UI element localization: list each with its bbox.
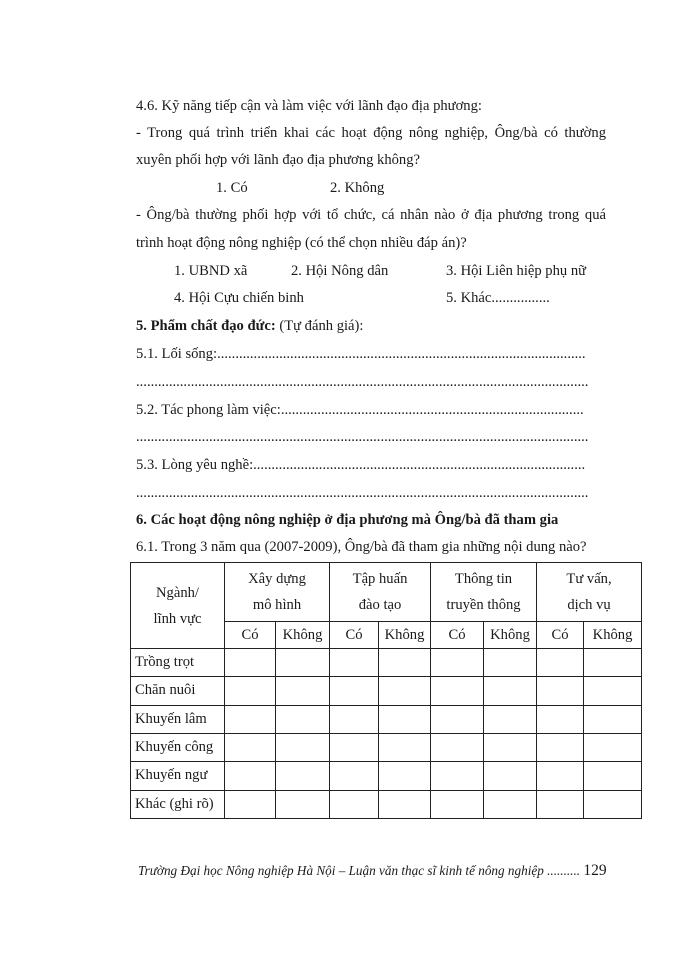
activities-table	[130, 562, 642, 819]
header-group-line2: mô hình	[252, 597, 302, 613]
item-5-2-continuation: ............................................................................................................................	[136, 429, 589, 445]
header-nganh-linh-vuc	[131, 563, 225, 649]
table-cell[interactable]	[379, 705, 431, 733]
question-4-6-1-line2: xuyên phối hợp với lãnh đạo địa phương không?	[136, 152, 420, 168]
table-cell[interactable]	[379, 649, 431, 677]
header-thong-tin-truyen-thong	[431, 563, 537, 622]
question-4-6-2-line2: trình hoạt động nông nghiệp (có thể chọn nhiều đáp án)?	[136, 235, 467, 251]
table-cell[interactable]	[537, 762, 584, 790]
row-label: Khuyến ngư	[131, 762, 225, 790]
subheader-khong: Không	[379, 622, 431, 649]
table-cell[interactable]	[484, 705, 537, 733]
row-label: Khuyến lâm	[131, 705, 225, 733]
row-label: Khác (ghi rõ)	[131, 790, 225, 818]
page-footer	[138, 862, 607, 880]
table-cell[interactable]	[330, 733, 379, 761]
table-cell[interactable]	[431, 762, 484, 790]
header-group-line1: Xây dựng	[248, 571, 306, 587]
table-cell[interactable]	[584, 649, 642, 677]
table-row	[131, 790, 642, 818]
table-cell[interactable]	[225, 733, 276, 761]
header-tap-huan-dao-tao	[330, 563, 431, 622]
table-cell[interactable]	[537, 733, 584, 761]
table-cell[interactable]	[584, 705, 642, 733]
option-hoi-lien-hiep-phu-nu: 3. Hội Liên hiệp phụ nữ	[446, 263, 587, 279]
item-5-1: 5.1. Lối sống:.....................................................................................................	[136, 346, 586, 362]
subheader-co: Có	[537, 622, 584, 649]
header-linh-vuc: lĩnh vực	[153, 610, 202, 627]
header-group-line2: truyền thông	[446, 597, 521, 613]
table-cell[interactable]	[379, 790, 431, 818]
subheader-khong: Không	[484, 622, 537, 649]
option-khac: 5. Khác................	[446, 290, 550, 306]
subheader-co: Có	[225, 622, 276, 649]
table-cell[interactable]	[537, 790, 584, 818]
row-label: Chăn nuôi	[131, 677, 225, 705]
table-cell[interactable]	[537, 649, 584, 677]
table-cell[interactable]	[484, 790, 537, 818]
subheader-co: Có	[330, 622, 379, 649]
subheader-co: Có	[431, 622, 484, 649]
table-cell[interactable]	[584, 790, 642, 818]
table-cell[interactable]	[584, 677, 642, 705]
table-cell[interactable]	[537, 677, 584, 705]
header-tu-van-dich-vu	[537, 563, 642, 622]
table-cell[interactable]	[276, 790, 330, 818]
header-group-line1: Tư vấn,	[566, 571, 612, 587]
table-row	[131, 733, 642, 761]
table-cell[interactable]	[484, 677, 537, 705]
heading-4-6: 4.6. Kỹ năng tiếp cận và làm việc với lãnh đạo địa phương:	[136, 98, 482, 114]
table-cell[interactable]	[276, 762, 330, 790]
heading-5-rest: (Tự đánh giá):	[275, 318, 364, 334]
subheader-khong: Không	[276, 622, 330, 649]
table-cell[interactable]	[431, 649, 484, 677]
table-cell[interactable]	[225, 790, 276, 818]
subheader-khong: Không	[584, 622, 642, 649]
item-5-2: 5.2. Tác phong làm việc:...................................................................................	[136, 402, 584, 418]
header-group-line2: đào tạo	[358, 597, 402, 613]
question-4-6-2-line1: - Ông/bà thường phối hợp với tổ chức, cá nhân nào ở địa phương trong quá	[136, 207, 606, 223]
table-cell[interactable]	[431, 790, 484, 818]
item-5-1-continuation: ............................................................................................................................	[136, 374, 589, 390]
table-cell[interactable]	[276, 677, 330, 705]
table-cell[interactable]	[584, 733, 642, 761]
question-6-1: 6.1. Trong 3 năm qua (2007-2009), Ông/bà đã tham gia những nội dung nào?	[136, 539, 587, 555]
table-cell[interactable]	[379, 733, 431, 761]
heading-6: 6. Các hoạt động nông nghiệp ở địa phương mà Ông/bà đã tham gia	[136, 512, 559, 528]
heading-5	[136, 318, 363, 335]
item-5-3: 5.3. Lòng yêu nghề:...........................................................................................	[136, 457, 586, 473]
table-cell[interactable]	[431, 677, 484, 705]
table-row	[131, 762, 642, 790]
header-group-line1: Thông tin	[454, 571, 513, 587]
table-cell[interactable]	[276, 649, 330, 677]
header-nganh: Ngành/	[156, 584, 199, 601]
table-cell[interactable]	[225, 762, 276, 790]
table-cell[interactable]	[537, 705, 584, 733]
table-cell[interactable]	[225, 649, 276, 677]
table-cell[interactable]	[379, 677, 431, 705]
question-4-6-1-line1: - Trong quá trình triển khai các hoạt động nông nghiệp, Ông/bà có thường	[136, 125, 606, 141]
table-cell[interactable]	[225, 677, 276, 705]
table-cell[interactable]	[484, 762, 537, 790]
table-cell[interactable]	[330, 705, 379, 733]
table-cell[interactable]	[276, 733, 330, 761]
option-ubnd-xa: 1. UBND xã	[174, 263, 248, 279]
page-number: 129	[583, 862, 607, 879]
heading-5-bold: 5. Phẩm chất đạo đức:	[136, 318, 276, 334]
item-5-3-continuation: ............................................................................................................................	[136, 485, 589, 501]
table-cell[interactable]	[330, 790, 379, 818]
option-hoi-cuu-chien-binh: 4. Hội Cựu chiến binh	[174, 290, 304, 306]
table-row	[131, 677, 642, 705]
table-cell[interactable]	[584, 762, 642, 790]
option-khong: 2. Không	[330, 180, 385, 196]
table-cell[interactable]	[484, 649, 537, 677]
table-cell[interactable]	[276, 705, 330, 733]
table-cell[interactable]	[484, 733, 537, 761]
header-group-line1: Tập huấn	[352, 571, 408, 587]
option-hoi-nong-dan: 2. Hội Nông dân	[291, 263, 389, 279]
table-cell[interactable]	[330, 677, 379, 705]
table-cell[interactable]	[330, 649, 379, 677]
table-cell[interactable]	[330, 762, 379, 790]
row-label: Khuyến công	[131, 733, 225, 761]
row-label: Trồng trọt	[131, 649, 225, 677]
table-cell[interactable]	[431, 705, 484, 733]
table-cell[interactable]	[431, 733, 484, 761]
table-row	[131, 649, 642, 677]
table-row	[131, 705, 642, 733]
table-cell[interactable]	[225, 705, 276, 733]
footer-text: Trường Đại học Nông nghiệp Hà Nội – Luận văn thạc sĩ kinh tế nông nghiệp ..........	[138, 863, 581, 878]
header-group-line2: dịch vụ	[567, 597, 611, 613]
table-cell[interactable]	[379, 762, 431, 790]
option-co: 1. Có	[216, 180, 248, 196]
header-xay-dung-mo-hinh	[225, 563, 330, 622]
